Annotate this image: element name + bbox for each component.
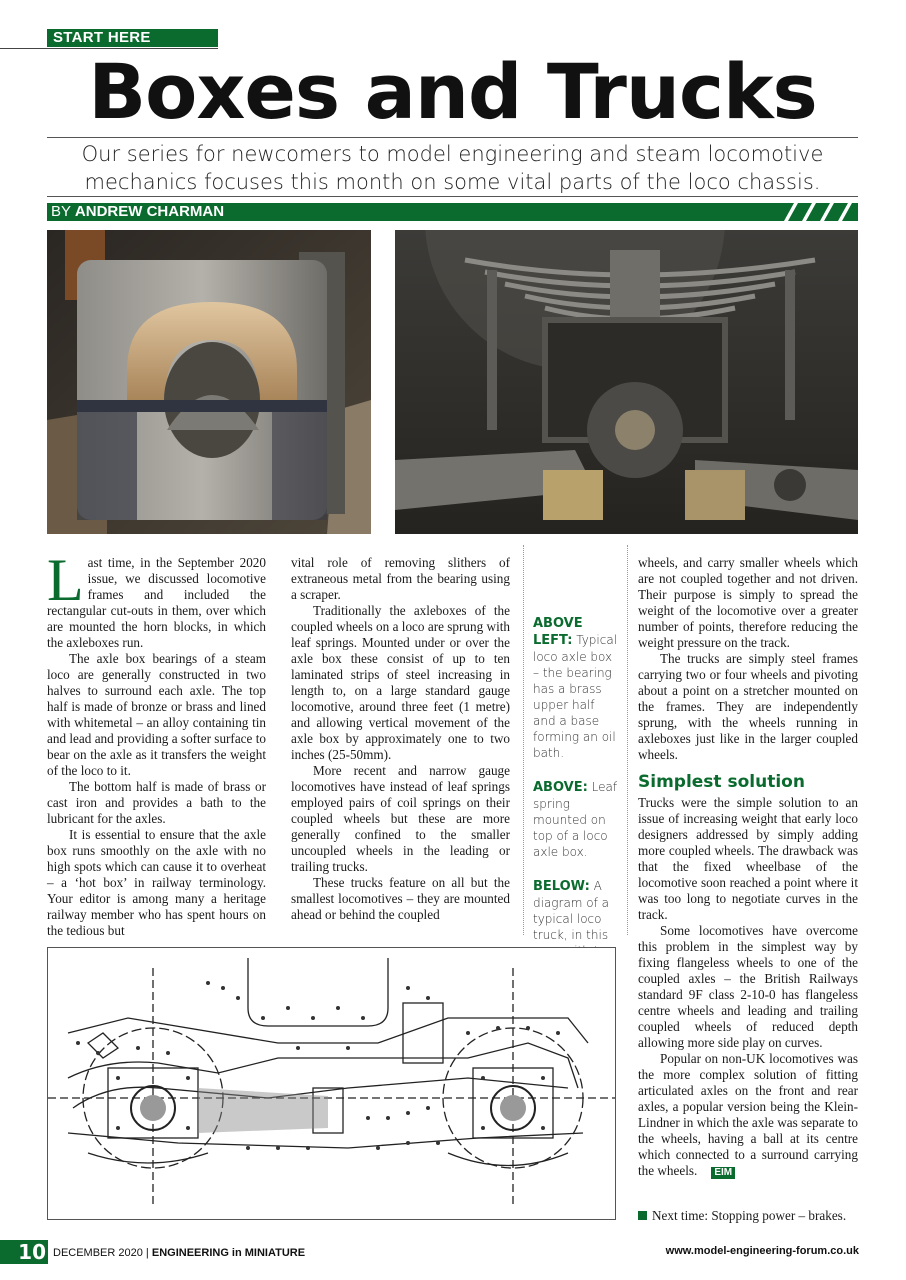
issue-date: DECEMBER 2020 <box>53 1247 143 1259</box>
paragraph-text: ast time, in the September 2020 issue, we discussed locomotive frames and included the rectangular cut-outs in them, over which are mounted the horn blocks, in which the axleboxes run. <box>47 555 266 650</box>
column-divider <box>627 545 628 935</box>
end-mark: EIM <box>711 1167 735 1179</box>
paragraph: The trucks are simply steel frames carrying two or four wheels and pivoting about a point on a stretcher mounted on the frames. They are independently sprung, with the wheels running in axleboxes just like in the larger coupled wheels. <box>638 651 858 762</box>
paragraph <box>638 1051 858 1179</box>
caption-above <box>533 779 619 860</box>
next-time-text: Next time: Stopping power – brakes. <box>652 1208 847 1223</box>
paragraph: These trucks feature on all but the smallest locomotives – they are mounted ahead or behind the coupled <box>291 875 510 922</box>
decorative-slashes-icon <box>784 203 858 221</box>
paragraph: vital role of removing slithers of extraneous metal from the bearing using a scraper. <box>291 555 510 602</box>
byline <box>47 203 858 221</box>
truck-diagram-drawing <box>48 948 615 1219</box>
page-footer <box>0 1240 906 1264</box>
column-3 <box>638 555 858 1179</box>
caption-label: ABOVE: <box>533 780 588 795</box>
truck-diagram <box>47 947 616 1220</box>
paragraph: wheels, and carry smaller wheels which are not coupled together and not driven. Their purpose is simply to spread the weight of the locomotive over a greater number of points, therefore reducing the weight pressure on the track. <box>638 555 858 650</box>
magazine-name: ENGINEERING in MINIATURE <box>151 1247 306 1259</box>
title-rule <box>47 137 858 138</box>
page-number: 10 <box>0 1240 48 1264</box>
section-tag: START HERE <box>47 29 218 47</box>
column-divider <box>523 545 524 935</box>
paragraph: The bottom half is made of brass or cast iron and provides a bath to the lubricant for the axles. <box>47 779 266 826</box>
leaf-spring-photo <box>395 230 858 534</box>
axle-box-photo <box>47 230 371 534</box>
standfirst: Our series for newcomers to model engineering and steam locomotive mechanics focuses this month on some vital parts of the loco chassis. <box>81 142 824 194</box>
caption-text: Leaf spring mounted on top of a loco axle box. <box>533 780 618 859</box>
standfirst-rule <box>47 196 858 197</box>
paragraph-text: Popular on non-UK locomotives was the more complex solution of fitting articulated axles on the front and rear axles, a popular version being the Klein-Lindner in which the axle was separate to the wheels, having a ball at its centre which connected to a surround carrying the wheels. <box>638 1051 858 1178</box>
byline-author: ANDREW CHARMAN <box>74 203 225 220</box>
caption-text: Typical loco axle box – the bearing has a brass upper half and a base forming an oil bath. <box>533 633 618 760</box>
paragraph: Traditionally the axleboxes of the coupled wheels on a loco are sprung with leaf springs. Mounted under or over the axle box these consist of up to ten laminated strips of steel increasing in length to, on a large standard gauge locomotive, around three feet (1 metre) and allowing vertical movement of the axle box by approximately one to two inches (25-50mm). <box>291 603 510 762</box>
paragraph: Trucks were the simple solution to an issue of increasing weight that early loco designers addressed by simply adding more coupled wheels. The drawback was that the fixed wheelbase of the locomotive soon reached a point where it was too long to negotiate curves in the track. <box>638 795 858 922</box>
paragraph: More recent and narrow gauge locomotives have instead of leaf springs employed pairs of coil springs on their coupled wheels but these are more generally confined to the smaller uncoupled wheels in the leading or trailing trucks. <box>291 763 510 874</box>
paragraph: Some locomotives have overcome this problem in the simplest way by fixing flangeless wheels to one of the coupled axles – the British Railways standard 9F class 2-10-0 has flangeless centre wheels and leading and trailing coupled wheels of reduced depth allowing more side play on curves. <box>638 923 858 1050</box>
caption-above-left <box>533 615 619 761</box>
captions <box>533 615 619 993</box>
column-1 <box>47 547 266 939</box>
paragraph <box>47 547 266 651</box>
subheading: Simplest solution <box>638 772 805 792</box>
bullet-square-icon <box>638 1211 647 1220</box>
column-2 <box>291 555 510 923</box>
page-title: Boxes and Trucks <box>88 47 817 136</box>
footer-issue <box>53 1246 305 1260</box>
paragraph: The axle box bearings of a steam loco are generally constructed in two halves to surround each axle. The top half is made of bronze or brass and lined with whitemetal – an alloy containing tin and lead and providing a softer surface to bear on the axle as it transfers the weight of the loco to it. <box>47 651 266 778</box>
footer-separator: | <box>142 1247 152 1259</box>
paragraph: It is essential to ensure that the axle box runs smoothly on the axle with no high spots which can cause it to overheat – a ‘hot box’ in railway terminology. Your editor is among many a heritage railway member who has spent hours on the tedious but <box>47 827 266 938</box>
footer-url[interactable]: www.model-engineering-forum.co.uk <box>665 1245 859 1257</box>
next-time <box>638 1208 846 1224</box>
caption-label: BELOW: <box>533 879 590 894</box>
caption-text: A diagram of a typical loco truck, in this <box>533 879 610 942</box>
caption-label: ABOVE LEFT: <box>533 616 583 648</box>
byline-prefix: BY <box>51 203 71 220</box>
drop-cap: L <box>47 547 84 613</box>
